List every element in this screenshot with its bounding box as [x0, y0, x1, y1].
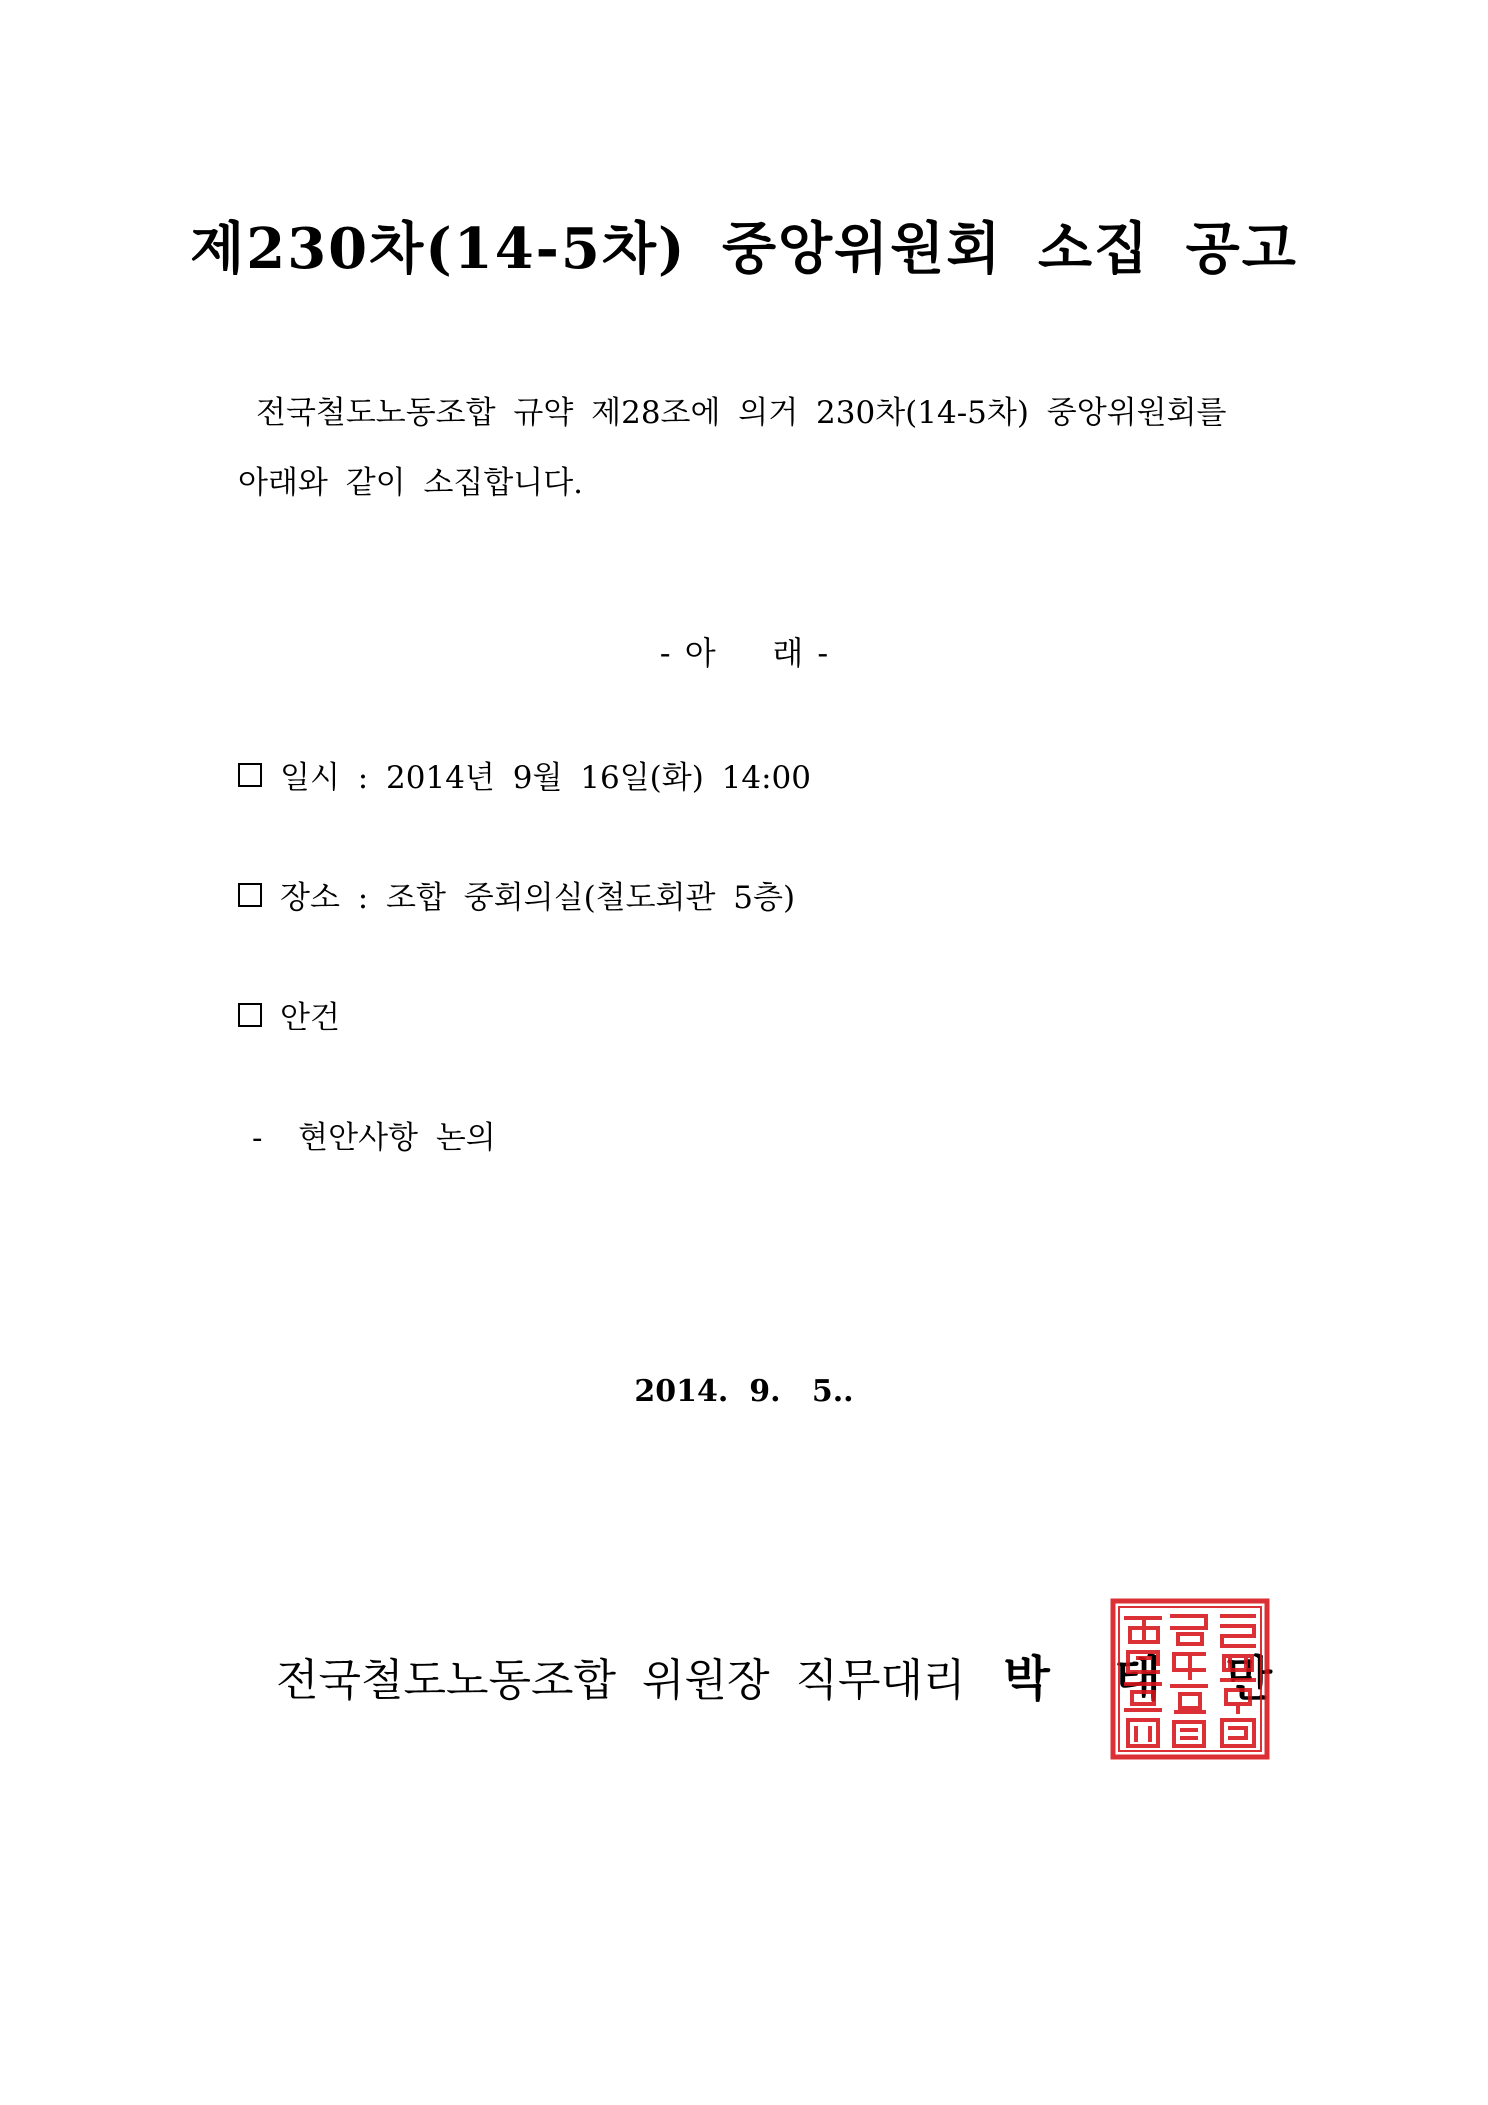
intro-line-2: 아래와 같이 소집합니다. [238, 465, 584, 501]
document-date: 2014. 9. 5.. [634, 1374, 854, 1409]
signature-name: 박 태 만 [1003, 1651, 1291, 1707]
below-header: - 아 래 - [659, 634, 829, 672]
checkbox-icon [238, 883, 262, 907]
item-location-text: 장소 : 조합 중회의실(철도회관 5층) [280, 880, 796, 916]
item-agenda [238, 992, 340, 1037]
intro-paragraph [238, 378, 1258, 518]
item-location [238, 872, 795, 917]
signature-org: 전국철도노동조합 위원장 직무대리 [276, 1655, 966, 1706]
checkbox-icon [238, 763, 262, 787]
intro-line-1: 전국철도노동조합 규약 제28조에 의거 230차(14-5차) 중앙위원회를 [256, 395, 1227, 431]
checkbox-icon [238, 1003, 262, 1027]
document-title: 제230차(14-5차) 중앙위원회 소집 공고 [190, 216, 1298, 282]
item-datetime-text: 일시 : 2014년 9월 16일(화) 14:00 [280, 760, 811, 796]
official-seal-icon [1110, 1598, 1270, 1760]
agenda-detail: - 현안사항 논의 [252, 1120, 496, 1156]
item-datetime [238, 752, 811, 797]
item-agenda-text: 안건 [280, 1000, 340, 1036]
